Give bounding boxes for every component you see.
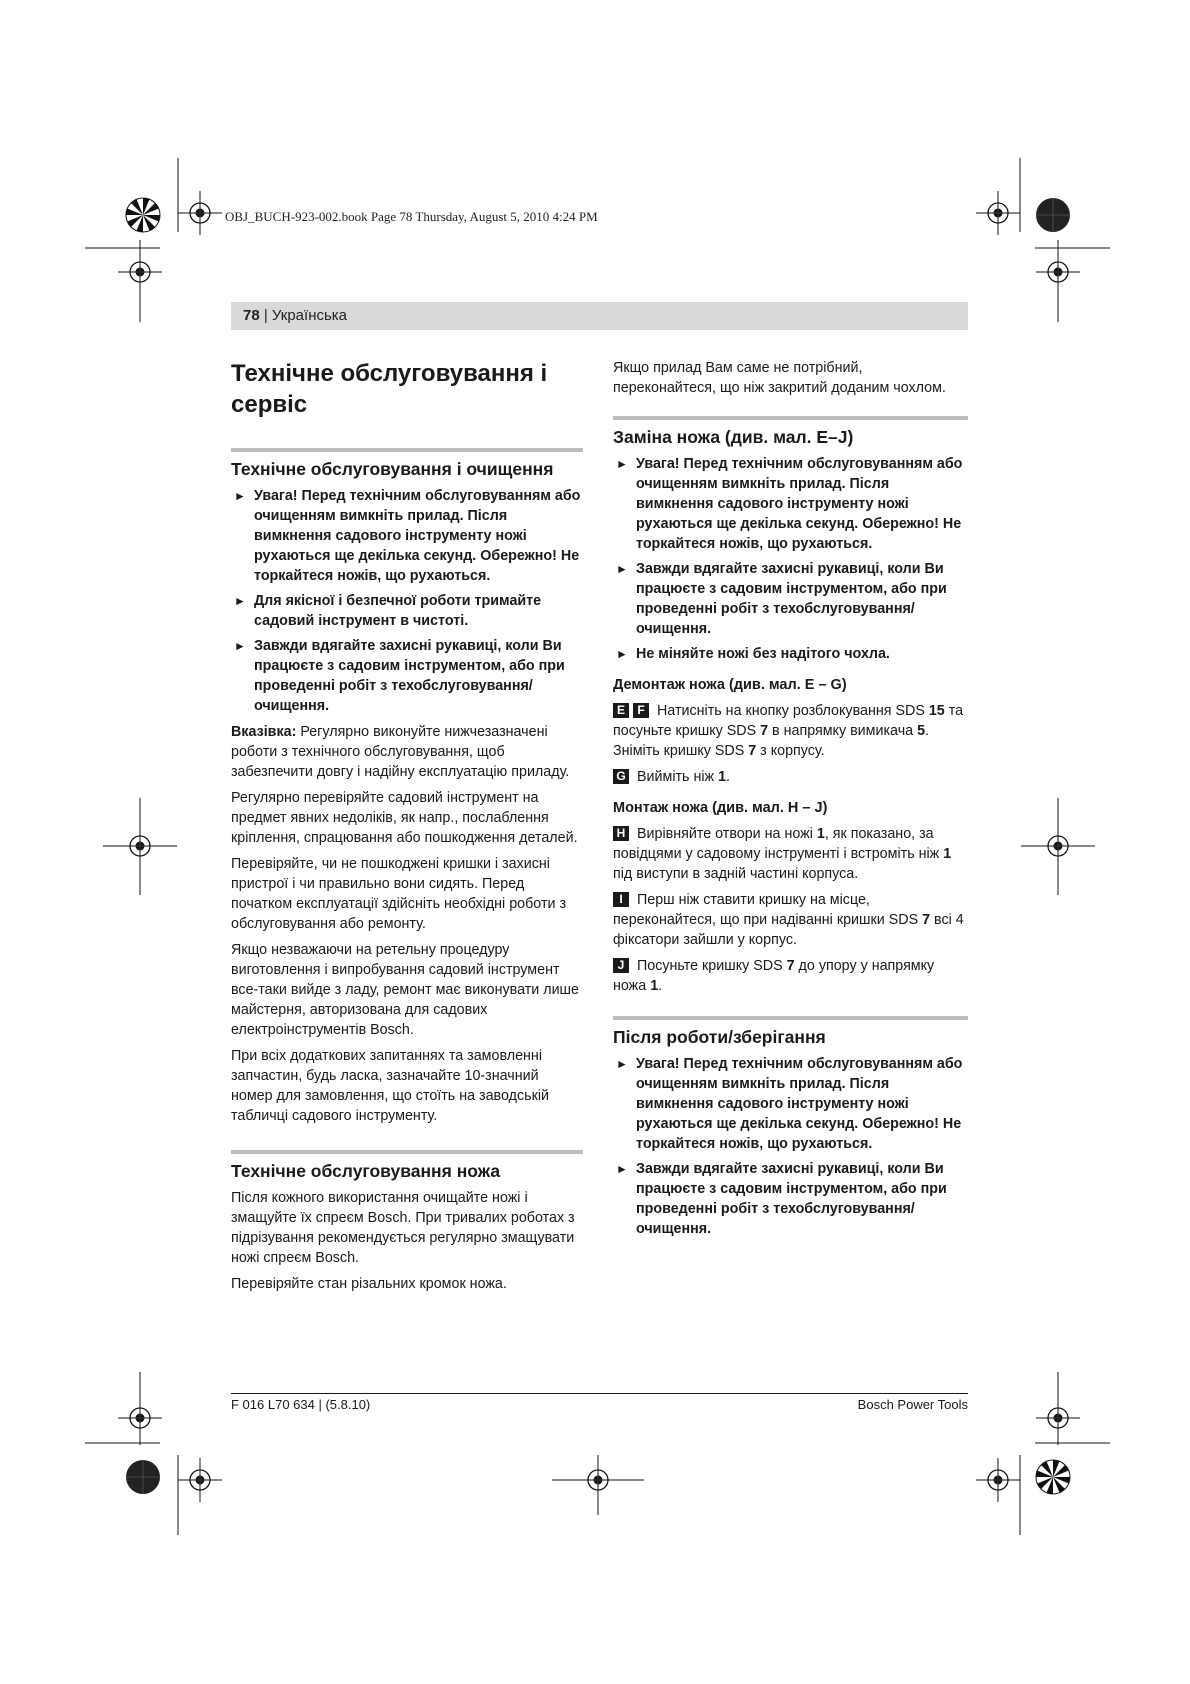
- figure-badge: J: [613, 958, 629, 973]
- bullet-arrow-icon: ►: [616, 1057, 628, 1071]
- footer-rule: [231, 1393, 968, 1394]
- header-language: Українська: [271, 307, 348, 324]
- subsection-title: Монтаж ножа (див. мал. H – J): [613, 800, 828, 816]
- warning-list: [231, 486, 583, 716]
- page-header: [231, 302, 968, 330]
- figure-badge: E: [613, 703, 629, 718]
- subsection-title: Демонтаж ножа (див. мал. E – G): [613, 677, 847, 693]
- note-paragraph: Вказівка: Регулярно виконуйте нижчезазначені роботи з технічного обслуговування, щоб забезпечити довгу і надійну експлуатацію приладу.: [231, 724, 570, 780]
- paragraph: При всіх додаткових запитаннях та замовленні запчастин, будь ласка, зазначайте 10-значний номер для замовлення, що стоїть на заводській табличці садового інструменту.: [231, 1048, 549, 1124]
- section-title: Технічне обслуговування ножа: [231, 1161, 501, 1181]
- bullet-arrow-icon: ►: [234, 489, 246, 503]
- warning-list: [613, 1054, 968, 1239]
- warning-item: ► Завжди вдягайте захисні рукавиці, коли Ви працюєте з садовим інструментом, або при проведенні робіт з техобслуговування/очищення.: [616, 561, 947, 637]
- step-paragraph: J Посуньте кришку SDS 7 до упору у напрямку ножа 1.: [613, 958, 935, 994]
- figure-badge: F: [633, 703, 649, 718]
- step-paragraph: E F Натисніть на кнопку розблокування SDS 15 та посуньте кришку SDS 7 в напрямку вимикача 5. Зніміть кришку SDS 7 з корпусу.: [613, 703, 964, 759]
- paragraph: Перевіряйте, чи не пошкоджені кришки і захисні пристрої і чи правильно вони сидять. Перед початком експлуатації здійсніть необхідні роботи з обслуговування або ремонту.: [231, 856, 566, 932]
- paragraph: Перевіряйте стан різальних кромок ножа.: [231, 1276, 507, 1292]
- step-paragraph: H Вирівняйте отвори на ножі 1, як показано, за повідцями у садовому інструменті і встроміть ніж 1 під виступи в задній частині корпуса.: [613, 826, 952, 882]
- figure-badge: H: [613, 826, 629, 841]
- paragraph: Регулярно перевіряйте садовий інструмент на предмет явних недоліків, як напр., послаблення кріплення, спрацювання або пошкодження деталей.: [231, 790, 578, 846]
- right-column: [613, 358, 968, 1245]
- header-text: [243, 307, 347, 324]
- left-column: [231, 358, 583, 1300]
- bullet-arrow-icon: ►: [234, 594, 246, 608]
- page-number: 78: [243, 307, 260, 324]
- intro-paragraph: Якщо прилад Вам саме не потрібний, переконайтеся, що ніж закритий доданим чохлом.: [613, 360, 946, 396]
- warning-item: ► Увага! Перед технічним обслуговуванням або очищенням вимкніть прилад. Після вимкнення садового інструменту ножі рухаються ще декілька секунд. Обережно! Не торкайтеся ножів, що рухаються.: [234, 488, 581, 584]
- paragraph: Після кожного використання очищайте ножі і змащуйте їх спреєм Bosch. При тривалих роботах з підрізування рекомендується регулярно змащувати ножі спреєм Bosch.: [231, 1190, 575, 1266]
- section-title: Після роботи/зберігання: [613, 1027, 826, 1047]
- step-paragraph: G Вийміть ніж 1.: [613, 767, 968, 787]
- section-blade-maintenance: [231, 1150, 583, 1294]
- section-maintenance-cleaning: [231, 448, 583, 1126]
- footer-brand: Bosch Power Tools: [857, 1397, 968, 1412]
- warning-item: ► Для якісної і безпечної роботи тримайте садовий інструмент в чистоті.: [234, 593, 542, 629]
- section-blade-replacement: [613, 416, 968, 996]
- paragraph: Якщо незважаючи на ретельну процедуру виготовлення і випробування садовий інструмент все-таки вийде з ладу, ремонт має виконувати лише майстерня, авторизована для садових електроінструментів Bosch.: [231, 942, 579, 1038]
- bullet-arrow-icon: ►: [616, 647, 628, 661]
- section-after-work-storage: [613, 1016, 968, 1239]
- header-separator: |: [259, 307, 272, 324]
- page-title: Технічне обслуговування і сервіс: [231, 360, 548, 418]
- warning-item: ► Завжди вдягайте захисні рукавиці, коли Ви працюєте з садовим інструментом, або при проведенні робіт з техобслуговування/очищення.: [234, 638, 565, 714]
- warning-item: ► Не міняйте ножі без надітого чохла.: [616, 646, 890, 662]
- warning-item: ► Увага! Перед технічним обслуговуванням або очищенням вимкніть прилад. Після вимкнення садового інструменту ножі рухаються ще декілька секунд. Обережно! Не торкайтеся ножів, що рухаються.: [616, 1056, 963, 1152]
- step-paragraph: I Перш ніж ставити кришку на місце, переконайтеся, що при надіванні кришки SDS 7 всі 4 фіксатори зайшли у корпус.: [613, 892, 964, 948]
- warning-item: ► Завжди вдягайте захисні рукавиці, коли Ви працюєте з садовим інструментом, або при проведенні робіт з техобслуговування/очищення.: [616, 1161, 947, 1237]
- warning-item: ► Увага! Перед технічним обслуговуванням або очищенням вимкніть прилад. Після вимкнення садового інструменту ножі рухаються ще декілька секунд. Обережно! Не торкайтеся ножів, що рухаються.: [616, 456, 963, 552]
- note-label: Вказівка:: [231, 724, 297, 740]
- print-slug: OBJ_BUCH-923-002.book Page 78 Thursday, August 5, 2010 4:24 PM: [225, 209, 598, 224]
- bullet-arrow-icon: ►: [616, 562, 628, 576]
- section-title: Технічне обслуговування і очищення: [231, 459, 554, 479]
- section-title: Заміна ножа (див. мал. E–J): [613, 427, 854, 447]
- figure-badge: G: [613, 769, 629, 784]
- footer-doc-number: F 016 L70 634 | (5.8.10): [231, 1397, 371, 1412]
- bullet-arrow-icon: ►: [234, 639, 246, 653]
- figure-badge: I: [613, 892, 629, 907]
- bullet-arrow-icon: ►: [616, 1162, 628, 1176]
- bullet-arrow-icon: ►: [616, 457, 628, 471]
- warning-list: [613, 454, 968, 664]
